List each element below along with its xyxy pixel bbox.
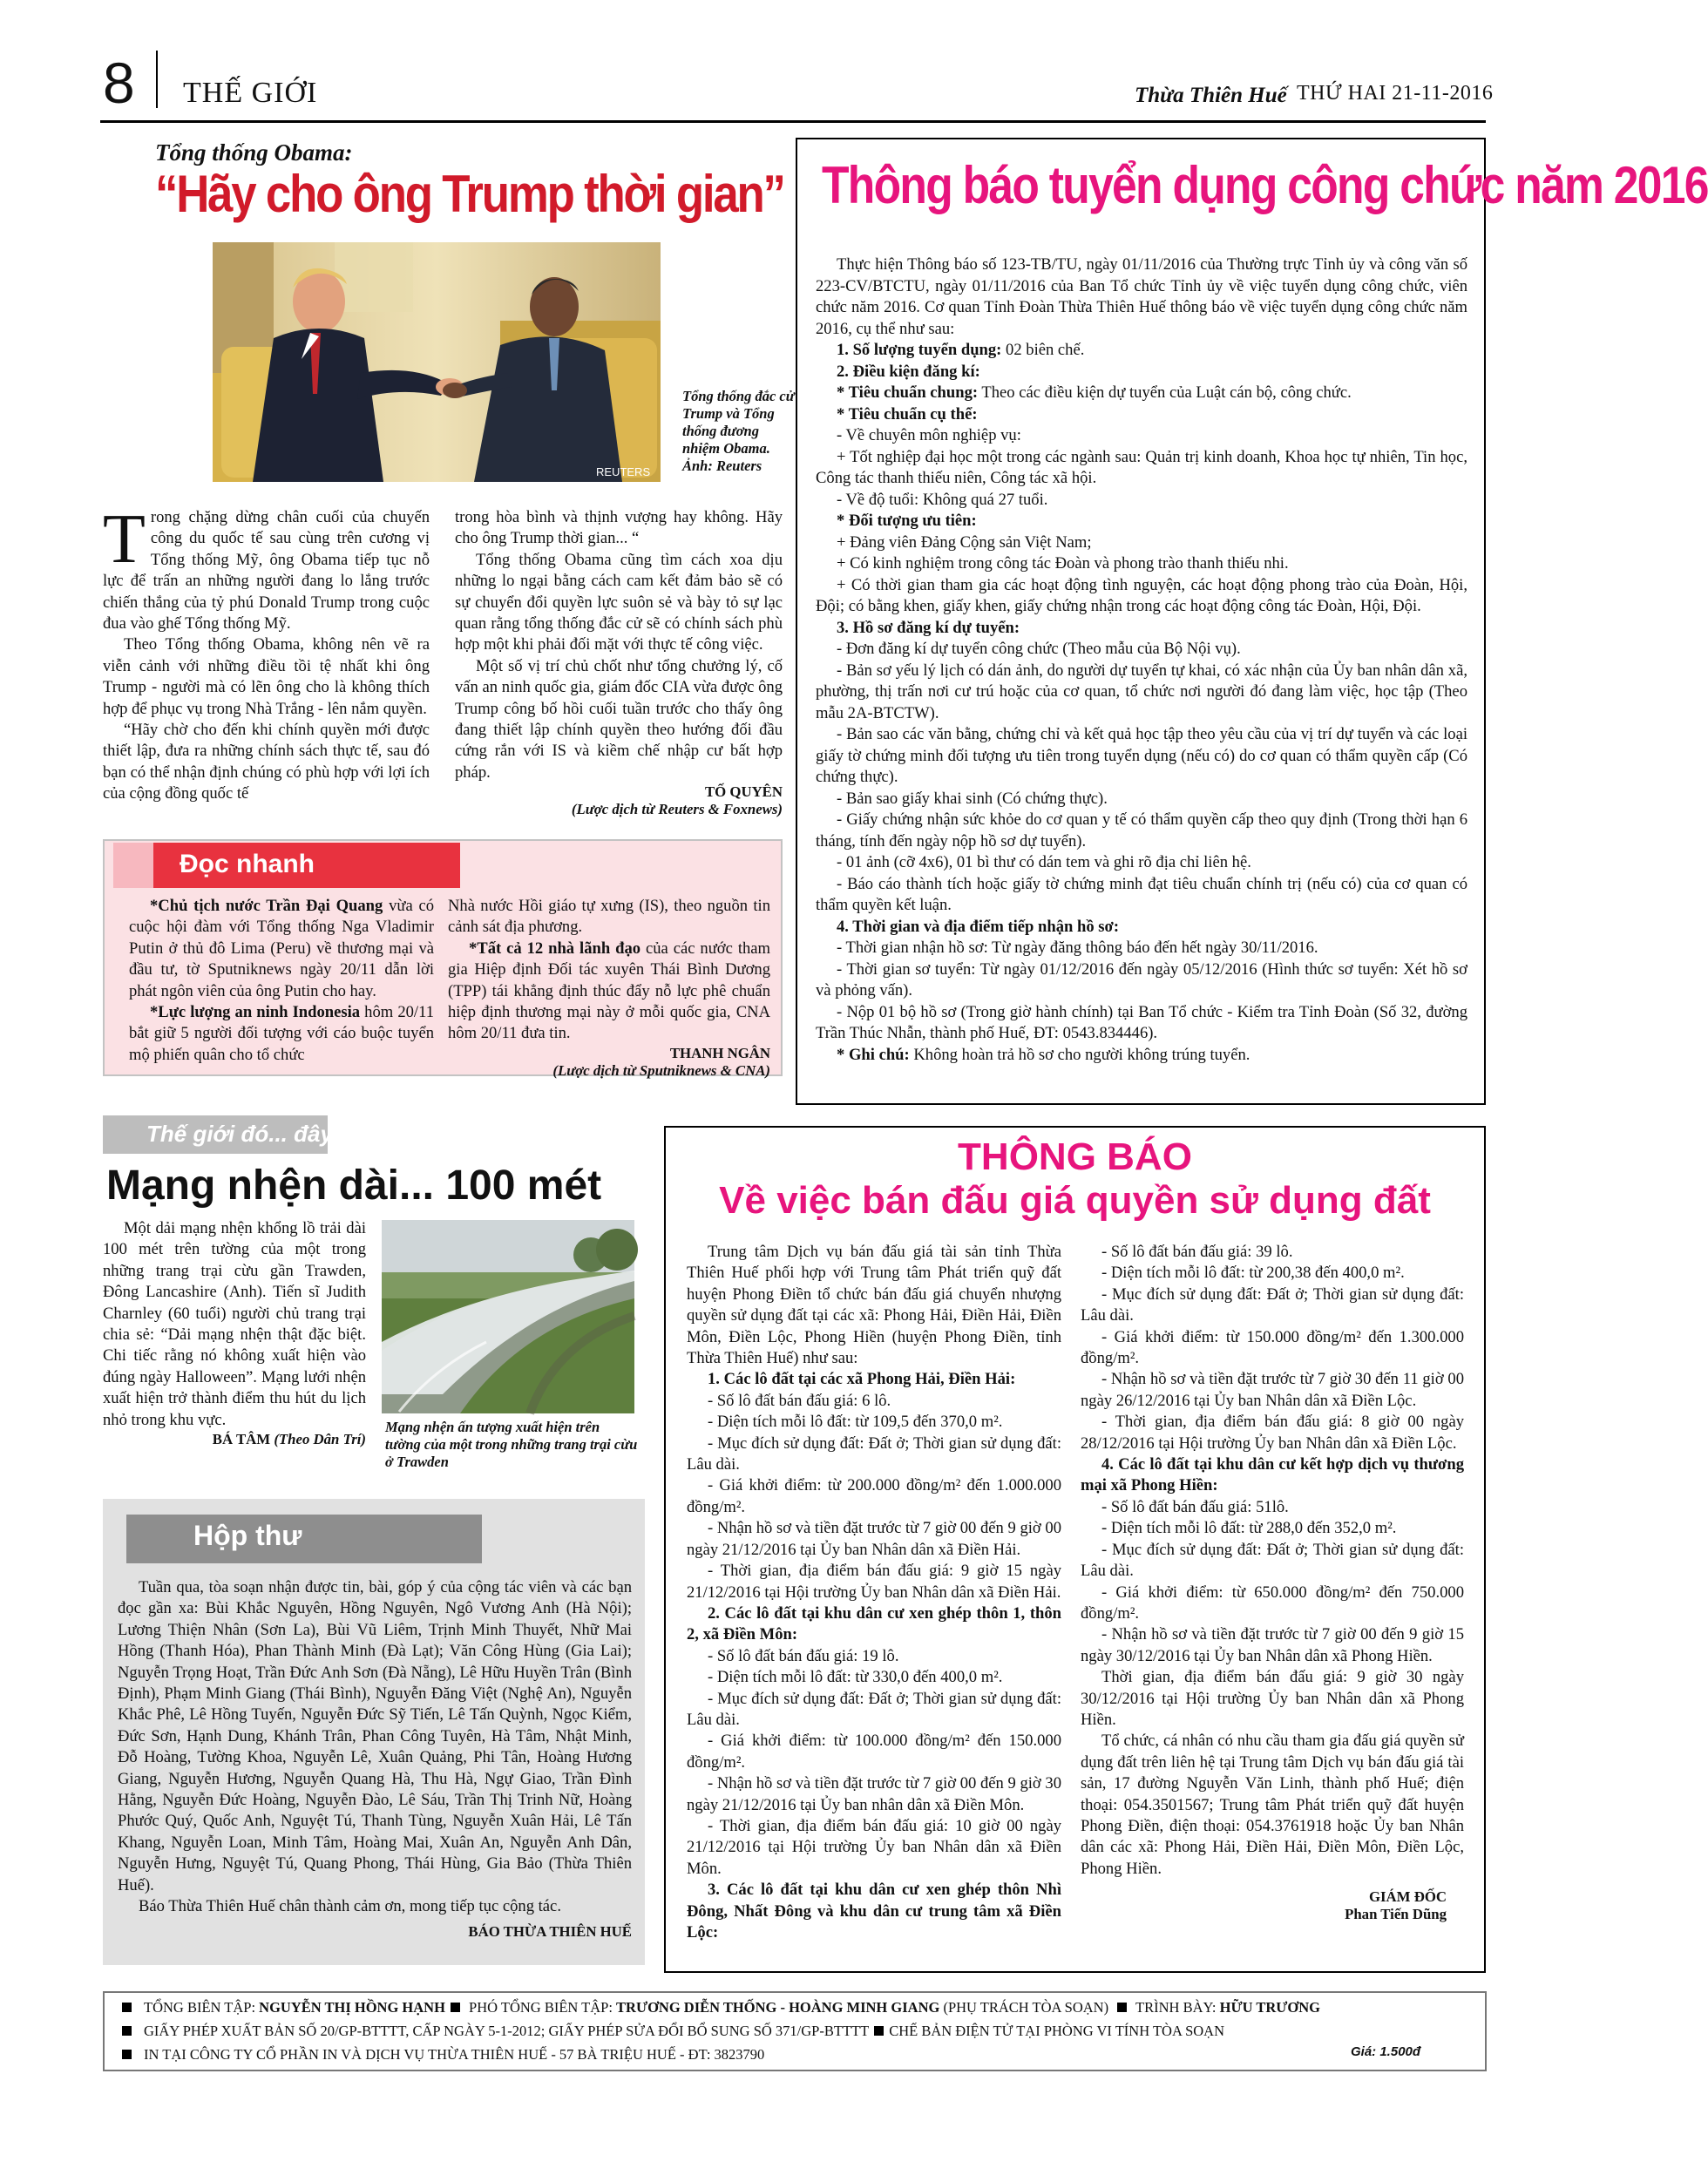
- auction-column-1: [687, 1242, 1061, 1943]
- recruitment-paragraph: [816, 1002, 1467, 1045]
- quick-read-item: [448, 939, 770, 1045]
- auction-paragraph: [1081, 1731, 1464, 1880]
- obama-kicker: Tổng thống Obama:: [155, 139, 353, 166]
- newspaper-name: Thừa Thiên Huế: [1135, 84, 1287, 107]
- lead-text: 2. Điều kiện đăng kí:: [837, 362, 980, 381]
- body-text: - Về chuyên môn nghiệp vụ:: [837, 426, 1021, 444]
- body-text: - Mục đích sử dụng đất: Đất ở; Thời gian sử dụng đất: Lâu dài.: [687, 1689, 1061, 1729]
- spider-credit: (Theo Dân Trí): [274, 1431, 366, 1448]
- quick-read-credit: (Lược dịch từ Sputniknews & CNA): [552, 1061, 770, 1079]
- section-title: THẾ GIỚI: [183, 77, 318, 109]
- header-divider: [156, 51, 158, 108]
- recruitment-paragraph: [816, 254, 1467, 340]
- body-text: Trung tâm Dịch vụ bán đấu giá tài sản tỉnh Thừa Thiên Huế phối hợp với Trung tâm Phát triển quỹ đất huyện Phong Điền tổ chức bán đấu giá chuyển nhượng quyền sử dụng đất tại các xã: Phong Hải, Điền Hải, Điền Môn, Điền Lộc, Phong Hiền (huyện Phong Điền, tỉnh Thừa Thiên Huế) như sau:: [687, 1243, 1061, 1368]
- body-text: - Diện tích mỗi lô đất: từ 330,0 đến 400,0 m².: [708, 1668, 1003, 1687]
- footer-line-1: TỔNG BIÊN TẬP: NGUYỄN THỊ HỒNG HẠNH PHÓ TỔNG BIÊN TẬP: TRƯƠNG DIỄN THỐNG - HOÀNG MINH GIANG (PHỤ TRÁCH TÒA SOẠN) TRÌNH BÀY: HỮU TRƯƠNG: [122, 1996, 1473, 2019]
- auction-paragraph: [1081, 1624, 1464, 1667]
- spider-photo-caption: Mạng nhện ấn tượng xuất hiện trên tường của một trong những trang trại cừu ở Trawden: [385, 1419, 638, 1470]
- square-bullet-icon: [451, 2003, 460, 2012]
- recruitment-paragraph: [816, 425, 1467, 447]
- body-text: Không hoàn trả hồ sơ cho người không trúng tuyển.: [909, 1045, 1250, 1064]
- lead-text: * Đối tượng ưu tiên:: [837, 512, 977, 530]
- recruitment-paragraph: [816, 575, 1467, 618]
- auction-paragraph: [687, 1433, 1061, 1476]
- recruitment-title: Thông báo tuyển dụng công chức năm 2016: [822, 156, 1708, 214]
- mailbox-signature: BÁO THỪA THIÊN HUẾ: [468, 1922, 632, 1940]
- body-text: - Bản sao giấy khai sinh (Có chứng thực).: [837, 789, 1108, 808]
- obama-paragraph: [103, 501, 430, 634]
- recruitment-paragraph: [816, 874, 1467, 917]
- quick-read-item: [448, 896, 770, 939]
- recruitment-paragraph: [816, 852, 1467, 874]
- photo-watermark: REUTERS: [596, 465, 651, 478]
- recruitment-paragraph: [816, 917, 1467, 939]
- recruitment-paragraph: [816, 362, 1467, 383]
- mailbox-thanks: Báo Thừa Thiên Huế chân thành cảm ơn, mong tiếp tục cộng tác.: [139, 1897, 561, 1916]
- recruitment-paragraph: [816, 661, 1467, 725]
- body-text: của các nước tham gia Hiệp định Đối tác xuyên Thái Bình Dương (TPP) tái khẳng định thúc đẩy nỗ lực phê chuẩn hiệp định thương mại này ở mỗi quốc gia, CNA hôm 20/11 đưa tin.: [448, 939, 770, 1043]
- body-text: - Số lô đất bán đấu giá: 39 lô.: [1101, 1243, 1293, 1261]
- header-rule: [100, 120, 1486, 123]
- spider-article: [103, 1218, 366, 1448]
- body-text: - Nhận hồ sơ và tiền đặt trước từ 7 giờ 00 đến 9 giờ 15 ngày 30/12/2016 tại Ủy ban Nhân dân xã Phong Hiền.: [1081, 1625, 1464, 1665]
- body-text: - Số lô đất bán đấu giá: 19 lô.: [708, 1646, 899, 1665]
- body-text: - Bản sơ yếu lý lịch có dán ảnh, do người dự tuyển tự khai, có xác nhận của Ủy ban nhân dân xã, phường, thị trấn nơi cư trú hoặc của cơ quan, tổ chức nơi người đó đang làm việc, học tập (Theo mẫu 2A-BTCTW).: [816, 661, 1467, 722]
- recruitment-paragraph: [816, 789, 1467, 810]
- quick-read-column-2: [448, 896, 770, 1080]
- auction-paragraph: [1081, 1412, 1464, 1454]
- quick-read-signature: THANH NGÂN: [669, 1044, 770, 1061]
- auction-paragraph: [1081, 1497, 1464, 1518]
- obama-column-2: [455, 507, 783, 818]
- auction-paragraph: [687, 1880, 1061, 1943]
- body-text: - 01 ảnh (cỡ 4x6), 01 bì thư có dán tem và ghi rõ địa chỉ liên hệ.: [837, 853, 1251, 871]
- auction-column-2: [1081, 1242, 1464, 1923]
- body-text: - Thời gian nhận hồ sơ: Từ ngày đăng thông báo đến hết ngày 30/11/2016.: [837, 939, 1318, 957]
- page-number: 8: [103, 51, 135, 115]
- recruitment-paragraph: [816, 383, 1467, 404]
- quick-read-item: [129, 1002, 434, 1066]
- auction-paragraph: [687, 1391, 1061, 1412]
- auction-paragraph: [687, 1561, 1061, 1603]
- world-section-label: Thế giới đó... đây: [146, 1121, 333, 1147]
- body-text: - Nộp 01 bộ hồ sơ (Trong giờ hành chính) tại Ban Tổ chức - Kiểm tra Tỉnh Đoàn (Số 32, đường Trần Thúc Nhẫn, thành phố Huế, ĐT: 0543.834446).: [816, 1002, 1467, 1042]
- spider-headline: Mạng nhện dài... 100 mét: [106, 1162, 602, 1209]
- body-text: + Tốt nghiệp đại học một trong các ngành sau: Quản trị kinh doanh, Khoa học tự nhiên, Tin học, Công tác thanh thiếu niên, Công tác xã hội.: [816, 447, 1467, 487]
- auction-title: THÔNG BÁO: [958, 1135, 1192, 1178]
- body-text: - Bản sao các văn bằng, chứng chỉ và kết quả học tập theo yêu cầu của vị trí dự tuyển và các loại giấy tờ chứng minh đối tượng ưu tiên trong tuyển dụng (nếu có) do cơ quan có thẩm quyền cấp (Có chứng thực).: [816, 725, 1467, 786]
- lead-text: *Tất cả 12 nhà lãnh đạo: [469, 939, 641, 958]
- body-text: hôm 20/11 bắt giữ 5 người đối tượng với cáo buộc tuyển mộ phiến quân cho tổ chức: [129, 1003, 434, 1064]
- spider-signature: BÁ TÂM: [212, 1431, 271, 1448]
- body-text: - Giá khởi điểm: từ 200.000 đồng/m² đến 1.000.000 đồng/m².: [687, 1476, 1061, 1516]
- square-bullet-icon: [122, 2026, 132, 2036]
- obama-paragraph: [103, 634, 430, 720]
- auction-paragraph: [1081, 1242, 1464, 1263]
- body-text: - Giấy chứng nhận sức khỏe do cơ quan y tế có thẩm quyền cấp theo quy định (Trong thời hạn 6 tháng, tính đến ngày nộp hồ sơ dự tuyển).: [816, 810, 1467, 851]
- body-text: - Giá khởi điểm: từ 650.000 đồng/m² đến 750.000 đồng/m².: [1081, 1583, 1464, 1623]
- body-text: trong hòa bình và thịnh vượng hay không. Hãy cho ông Trump thời gian... “: [455, 508, 783, 548]
- mailbox-body: [118, 1577, 632, 1941]
- lead-text: 1. Số lượng tuyển dụng:: [837, 341, 1002, 359]
- issue-date: THỨ HAI 21-11-2016: [1297, 82, 1494, 105]
- square-bullet-icon: [874, 2026, 884, 2036]
- body-text: Theo Tổng thống Obama, không nên vẽ ra viễn cảnh với những điều tồi tệ nhất khi ông Trump - người mà có lẽn ông cho là không thích hợp để phục vụ trong Nhà Trắng - lên nắm quyền.: [103, 635, 430, 718]
- lead-text: *Chủ tịch nước Trần Đại Quang: [150, 897, 383, 915]
- square-bullet-icon: [122, 2050, 132, 2059]
- recruitment-paragraph: [816, 1045, 1467, 1067]
- body-text: - Mục đích sử dụng đất: Đất ở; Thời gian sử dụng đất: Lâu dài.: [687, 1433, 1061, 1474]
- recruitment-paragraph: [816, 553, 1467, 575]
- auction-paragraph: [687, 1412, 1061, 1433]
- recruitment-paragraph: [816, 639, 1467, 661]
- lead-text: 3. Các lô đất tại khu dân cư xen ghép thôn Nhì Đông, Nhất Đông và khu dân cư trung tâm xã Điền Lộc:: [687, 1881, 1061, 1942]
- body-text: Thực hiện Thông báo số 123-TB/TU, ngày 01/11/2016 của Thường trực Tỉnh ủy và công văn số 223-CV/BTCTU, ngày 01/11/2016 của Ban Tổ chức Tỉnh ủy về việc tuyển dụng công chức, viên chức năm 2016. Cơ quan Tỉnh Đoàn Thừa Thiên Huế thông báo về việc tuyển dụng công chức năm 2016, cụ thể như sau:: [816, 255, 1467, 338]
- auction-paragraph: [687, 1731, 1061, 1773]
- auction-paragraph: [687, 1603, 1061, 1646]
- lead-text: 4. Các lô đất tại khu dân cư kết hợp dịch vụ thương mại xã Phong Hiền:: [1081, 1455, 1464, 1495]
- obama-photo-caption: Tổng thống đắc cử Trump và Tổng thống đương nhiệm Obama. Ảnh: Reuters: [682, 388, 795, 474]
- recruitment-body: [816, 254, 1467, 1066]
- auction-paragraph: [1081, 1284, 1464, 1327]
- body-text: - Thời gian sơ tuyển: Từ ngày 01/12/2016 đến ngày 05/12/2016 (Hình thức sơ tuyển: Xét hồ sơ và phỏng vấn).: [816, 959, 1467, 1000]
- lead-text: 2. Các lô đất tại khu dân cư xen ghép thôn 1, thôn 2, xã Điền Môn:: [687, 1603, 1061, 1644]
- body-text: “Hãy chờ cho đến khi chính quyền mới được thiết lập, đưa ra những chính sách thực tế, sau đó bạn có thể nhận định chúng có phù hợp với lợi ích của cộng đồng quốc tế: [103, 721, 430, 803]
- obama-column-1: [103, 501, 430, 805]
- lead-text: 4. Thời gian và địa điểm tiếp nhận hồ sơ:: [837, 917, 1120, 936]
- body-text: - Số lô đất bán đấu giá: 51lô.: [1101, 1497, 1289, 1516]
- body-text: + Có thời gian tham gia các hoạt động tình nguyện, các hoạt động phong trào của Đoàn, Hội, Đội; có bằng khen, giấy khen, giấy chứng nhận trong các hoạt động công tác Đoàn, Hội, Đội.: [816, 575, 1467, 615]
- obama-signature: TỐ QUYÊN: [704, 783, 783, 801]
- recruitment-paragraph: [816, 404, 1467, 426]
- lead-text: * Tiêu chuẩn chung:: [837, 383, 979, 402]
- body-text: + Có kinh nghiệm trong công tác Đoàn và phong trào thanh thiếu nhi.: [837, 554, 1289, 573]
- auction-paragraph: [687, 1773, 1061, 1816]
- recruitment-paragraph: [816, 810, 1467, 852]
- spider-web-photo: [382, 1220, 634, 1413]
- body-text: rong chặng dừng chân cuối của chuyến công du quốc tế sau cùng trên cương vị Tổng thống Mỹ, ông Obama tiếp tục nỗ lực để trấn an những người đang lo lắng trước chiến thắng của tỷ phú Donald Trump trong cuộc đua vào ghế Tổng thống Mỹ.: [103, 508, 430, 634]
- auction-paragraph: [687, 1689, 1061, 1732]
- body-text: - Mục đích sử dụng đất: Đất ở; Thời gian sử dụng đất: Lâu dài.: [1081, 1540, 1464, 1581]
- body-text: Thời gian, địa điểm bán đấu giá: 9 giờ 30 ngày 30/12/2016 tại Hội trường Ủy ban Nhân dân xã Phong Hiền.: [1081, 1668, 1464, 1729]
- recruitment-paragraph: [816, 618, 1467, 640]
- body-text: Nhà nước Hồi giáo tự xưng (IS), theo nguồn tin cảnh sát địa phương.: [448, 897, 770, 937]
- auction-paragraph: [687, 1667, 1061, 1688]
- square-bullet-icon: [122, 2003, 132, 2012]
- spider-photo-image: [382, 1220, 634, 1413]
- square-bullet-icon: [1117, 2003, 1127, 2012]
- obama-credit: (Lược dịch từ Reuters & Foxnews): [571, 801, 783, 818]
- quick-read-label: Đọc nhanh: [180, 850, 315, 878]
- body-text: - Diện tích mỗi lô đất: từ 109,5 đến 370,0 m².: [708, 1413, 1003, 1432]
- masthead-footer: [122, 1996, 1473, 2066]
- body-text: - Diện tích mỗi lô đất: từ 288,0 đến 352,0 m².: [1101, 1519, 1397, 1538]
- body-text: - Nhận hồ sơ và tiền đặt trước từ 7 giờ 30 đến 11 giờ 00 ngày 26/12/2016 tại Ủy ban Nhân dân xã Điền Lộc.: [1081, 1370, 1464, 1410]
- lead-text: * Tiêu chuẩn cụ thể:: [837, 404, 978, 424]
- price-label: Giá: 1.500đ: [1351, 2044, 1421, 2059]
- body-text: Một số vị trí chủ chốt như tổng chưởng lý, cố vấn an ninh quốc gia, giám đốc CIA vừa được ông Trump công bố hồi cuối tuần trước cho thấy ông đang thiết lập chính quyền theo hướng đối đầu cứng rắn với IS và kiềm chế nhập cư bất hợp pháp.: [455, 656, 783, 782]
- lead-text: 3. Hồ sơ đăng kí dự tuyển:: [837, 618, 1020, 637]
- quick-read-column-1: [129, 896, 434, 1066]
- body-text: + Đảng viên Đảng Cộng sản Việt Nam;: [837, 532, 1092, 552]
- mailbox-text: Tuần qua, tòa soạn nhận được tin, bài, góp ý của cộng tác viên và các bạn đọc gần xa: Bùi Khắc Nguyên, Hồng Nguyên, Ngô Vương Anh (Hà Nội); Lương Thiện Nhân (Sơn La), Bùi Vũ Liêm, Trịnh Minh Thuyết, Nhữ Mai Hồng (Thanh Hóa), Phan Thành Minh (Đà Lạt); Văn Công Hùng (Gia Lai); Nguyễn Trọng Hoạt, Trần Đức Anh Sơn (Đà Nẵng), Lê Hữu Huyền Trân (Bình Định), Phạm Minh Giang (Thái Bình), Nguyễn Đăng Việt (Nghệ An), Nguyễn Khắc Phê, Lê Hồng Tuyến, Nguyễn Đức Sỹ Tiến, Lê Tấn Quỳnh, Ngọc Kiểm, Đức Sơn, Hạnh Dung, Khánh Trân, Phan Công Tuyên, Hà Tâm, Nhật Minh, Đỗ Hoàng, Tường Khoa, Nguyễn Lê, Xuân Quảng, Phi Tân, Hoàng Hương Giang, Nguyễn Hương, Nguyễn Quang Hà, Thu Hà, Ngự Giao, Trần Đình Hằng, Nguyễn Đức Hoàng, Nguyễn Đào, Lê Sáu, Trần Thị Trinh Nữ, Hoàng Phước Quý, Quốc Anh, Nguyệt Tú, Thanh Tùng, Nguyễn Xuân Hải, Lê Tấn Khang, Nguyễn Loan, Minh Tâm, Hoàng Mai, Xuân An, Nguyễn Anh Dân, Nguyễn Hưng, Nguyệt Tú, Quang Phong, Thái Hùng, Gia Bảo (Thừa Thiên Huế).: [118, 1578, 632, 1894]
- mailbox-label-bg: [126, 1515, 482, 1563]
- body-text: - Giá khởi điểm: từ 150.000 đồng/m² đến 1.300.000 đồng/m².: [1081, 1327, 1464, 1368]
- auction-paragraph: [687, 1646, 1061, 1667]
- auction-paragraph: [1081, 1583, 1464, 1625]
- auction-paragraph: [687, 1518, 1061, 1561]
- footer-line-3: IN TẠI CÔNG TY CỔ PHẦN IN VÀ DỊCH VỤ THỪA THIÊN HUẾ - 57 BÀ TRIỆU HUẾ - ĐT: 3823790: [122, 2043, 1473, 2066]
- auction-paragraph: [1081, 1518, 1464, 1539]
- recruitment-paragraph: [816, 959, 1467, 1002]
- lead-text: * Ghi chú:: [837, 1045, 910, 1064]
- body-text: 02 biên chế.: [1001, 341, 1085, 359]
- obama-paragraph: [455, 550, 783, 656]
- lead-text: 1. Các lô đất tại các xã Phong Hải, Điền Hải:: [708, 1370, 1016, 1389]
- body-text: - Nhận hồ sơ và tiền đặt trước từ 7 giờ 00 đến 9 giờ 00 ngày 21/12/2016 tại Ủy ban Nhân dân xã Điền Hải.: [687, 1519, 1061, 1559]
- recruitment-paragraph: [816, 511, 1467, 532]
- body-text: vừa có cuộc hội đàm với Tổng thống Nga Vladimir Putin ở thủ đô Lima (Peru) về thương mại và đầu tư, tờ Sputniknews ngày 20/11 dẫn lời phát ngôn viên của ông Putin cho hay.: [129, 897, 434, 1000]
- recruitment-paragraph: [816, 938, 1467, 959]
- body-text: - Mục đích sử dụng đất: Đất ở; Thời gian sử dụng đất: Lâu dài.: [1081, 1284, 1464, 1325]
- body-text: - Thời gian, địa điểm bán đấu giá: 8 giờ 00 ngày 28/12/2016 tại Hội trường Ủy ban Nhân dân xã Điền Lộc.: [1081, 1413, 1464, 1453]
- recruitment-paragraph: [816, 532, 1467, 554]
- footer-line-2: GIẤY PHÉP XUẤT BẢN SỐ 20/GP-BTTTT, CẤP NGÀY 5-1-2012; GIẤY PHÉP SỬA ĐỔI BỔ SUNG SỐ 371/GP-BTTTT CHẾ BẢN ĐIỆN TỬ TẠI PHÒNG VI TÍNH TÒA SOẠN: [122, 2019, 1473, 2043]
- auction-paragraph: [1081, 1667, 1464, 1731]
- body-text: Theo các điều kiện dự tuyển của Luật cán bộ, công chức.: [978, 383, 1352, 402]
- lead-text: *Lực lượng an ninh Indonesia: [150, 1003, 361, 1022]
- auction-paragraph: [1081, 1540, 1464, 1583]
- quick-read-item: [129, 896, 434, 1002]
- quick-read-label-accent: [113, 843, 153, 888]
- recruitment-paragraph: [816, 724, 1467, 789]
- auction-paragraph: [1081, 1454, 1464, 1497]
- body-text: Tổ chức, cá nhân có nhu cầu tham gia đấu giá quyền sử dụng đất trên liên hệ tại Trung tâm Dịch vụ bán đấu giá tài sản, 17 đường Nguyễn Văn Linh, thành phố Huế; điện thoại: 054.3501567; Trung tâm Phát triển quỹ đất huyện Phong Điền, điện thoại: 054.3761918 hoặc Ủy ban Nhân dân các xã: Phong Hải, Điền Hải, Điền Môn, Điền Lộc, Phong Hiền.: [1081, 1732, 1464, 1878]
- body-text: - Thời gian, địa điểm bán đấu giá: 9 giờ 15 ngày 21/12/2016 tại Hội trường Ủy ban Nhân dân xã Điền Hải.: [687, 1562, 1061, 1602]
- obama-paragraph: [455, 507, 783, 550]
- obama-paragraph: [103, 720, 430, 805]
- body-text: - Đơn đăng kí dự tuyển công chức (Theo mẫu của Bộ Nội vụ).: [837, 640, 1241, 658]
- body-text: - Về độ tuổi: Không quá 27 tuổi.: [837, 490, 1048, 509]
- auction-paragraph: [687, 1475, 1061, 1518]
- auction-paragraph: [1081, 1369, 1464, 1412]
- body-text: - Số lô đất bán đấu giá: 6 lô.: [708, 1391, 891, 1410]
- obama-headline: “Hãy cho ông Trump thời gian”: [155, 165, 784, 223]
- auction-signer-name: Phan Tiến Dũng: [1345, 1906, 1447, 1923]
- recruitment-paragraph: [816, 340, 1467, 362]
- auction-paragraph: [1081, 1263, 1464, 1284]
- mailbox-label: Hộp thư: [193, 1520, 302, 1551]
- body-text: - Nhận hồ sơ và tiền đặt trước từ 7 giờ 00 đến 9 giờ 30 ngày 21/12/2016 tại Ủy ban nhân dân xã Điền Môn.: [687, 1774, 1061, 1814]
- recruitment-paragraph: [816, 447, 1467, 490]
- drop-cap: T: [103, 501, 146, 578]
- auction-paragraph: [687, 1816, 1061, 1880]
- body-text: - Giá khởi điểm: từ 100.000 đồng/m² đến 150.000 đồng/m².: [687, 1732, 1061, 1772]
- photo-image: [213, 242, 661, 482]
- auction-signer-title: GIÁM ĐỐC: [1368, 1888, 1447, 1906]
- obama-trump-photo: [213, 242, 661, 482]
- auction-paragraph: [687, 1369, 1061, 1390]
- recruitment-paragraph: [816, 490, 1467, 512]
- auction-paragraph: [1081, 1327, 1464, 1370]
- auction-paragraph: [687, 1242, 1061, 1369]
- body-text: - Diện tích mỗi lô đất: từ 200,38 đến 400,0 m².: [1101, 1264, 1405, 1283]
- body-text: Tổng thống Obama cũng tìm cách xoa dịu những lo ngại bằng cách cam kết đảm bảo sẽ có sự chuyển đổi quyền lực suôn sẻ và bày tỏ sự lạc quan rằng tổng thống đắc cử sẽ có chính sách phù hợp một khi phải đối mặt với thực tế công việc.: [455, 550, 783, 654]
- body-text: - Thời gian, địa điểm bán đấu giá: 10 giờ 00 ngày 21/12/2016 tại Hội trường Ủy ban Nhân dân xã Điền Môn.: [687, 1816, 1061, 1878]
- spider-text: Một dải mạng nhện khổng lồ trải dài 100 mét trên tường của một trong những trang trại cừu gần Trawden, Đông Lancashire (Anh). Tiến sĩ Judith Charnley (60 tuổi) người chủ trang trại chia sẻ: “Dải mạng nhện thật đặc biệt. Chi tiếc rằng nó không xuất hiện vào đúng ngày Halloween”. Mạng lưới nhện xuất hiện trở thành điểm thu hút du lịch nhỏ trong khu vực.: [103, 1219, 366, 1429]
- body-text: - Báo cáo thành tích hoặc giấy tờ chứng minh đạt tiêu chuẩn chính trị (nếu có) của cơ quan có thẩm quyền kết luận.: [816, 874, 1467, 914]
- auction-subtitle: Về việc bán đấu giá quyền sử dụng đất: [719, 1179, 1431, 1222]
- obama-paragraph: [455, 656, 783, 783]
